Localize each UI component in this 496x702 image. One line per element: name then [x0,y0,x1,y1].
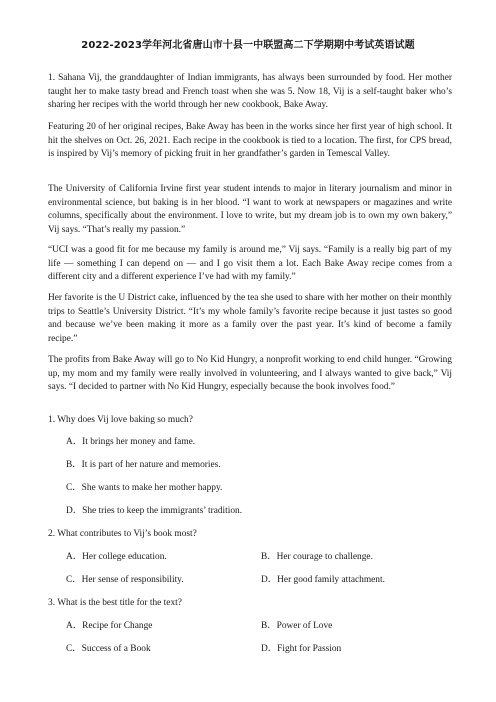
question-2-option-b: B．Her courage to challenge. [261,552,373,562]
question-3-option-d: D．Fight for Passion [261,644,342,654]
question-1-option-c: C．She wants to make her mother happy. [66,483,223,493]
passage-paragraph-1: 1. Sahana Vij, the granddaughter of Indian immigrants, has always been surrounded by food. Her mother taught her to make tasty bread and French toast when she was 5. Now 18, Vij is a self-taught baker who’s sharing her recipes with the world through her new cookbook, Bake Away. [48,73,452,111]
passage-paragraph-3: The University of California Irvine first year student intends to major in literary journalism and minor in environmental science, but baking is in her blood. “I want to work at newspapers or magazines and write columns, specifically about the environment. I love to write, but my dream job is to own my own bakery,” Vij says. “That’s really my passion.” [48,184,452,235]
passage-paragraph-2: Featuring 20 of her original recipes, Bake Away has been in the works since her first year of high school. It hit the shelves on Oct. 26, 2021. Each recipe in the cookbook is tied to a location. The first, for CPS bread, is inspired by Vij’s memory of picking fruit in her grandfather’s garden in Temescal Valley. [48,122,452,160]
question-3-stem: 3. What is the best title for the text? [48,598,182,608]
question-1-option-d: D．She tries to keep the immigrants’ tradition. [66,506,243,516]
document-title: 2022-2023学年河北省唐山市十县一中联盟高二下学期期中考试英语试题 [81,40,415,51]
question-2-option-c: C．Her sense of responsibility. [66,575,184,585]
passage-paragraph-4: “UCI was a good fit for me because my family is around me,” Vij says. “Family is a really big part of my life — something I can depend on — and I go visit them a lot. Each Bake Away recipe comes from a different city and a different experience I’ve had with my family.” [48,245,452,283]
passage-paragraph-6: The profits from Bake Away will go to No Kid Hungry, a nonprofit working to end child hunger. “Growing up, my mom and my family were really involved in volunteering, and I always wanted to give back,” Vij says. “I decided to partner with No Kid Hungry, especially because the book involves food.” [48,355,452,393]
question-2-stem: 2. What contributes to Vij’s book most? [48,529,197,539]
question-3-option-a: A．Recipe for Change [66,621,153,631]
question-1-option-a: A．It brings her money and fame. [66,437,196,447]
question-3-option-c: C．Success of a Book [66,644,151,654]
question-3-option-b: B．Power of Love [261,621,333,631]
question-1-option-b: B．It is part of her nature and memories. [66,460,221,470]
question-2-option-a: A．Her college education. [66,552,167,562]
question-2-option-d: D．Her good family attachment. [261,575,385,585]
question-1-stem: 1. Why does Vij love baking so much? [48,415,193,425]
passage-paragraph-5: Her favorite is the U District cake, influenced by the tea she used to share with her mother on their monthly trips to Seattle’s University District. “It’s my whole family’s favorite recipe because it just tastes so good and because we’ve been making it more as a family over the past year. It’s kind of become a family recipe.” [48,293,452,344]
